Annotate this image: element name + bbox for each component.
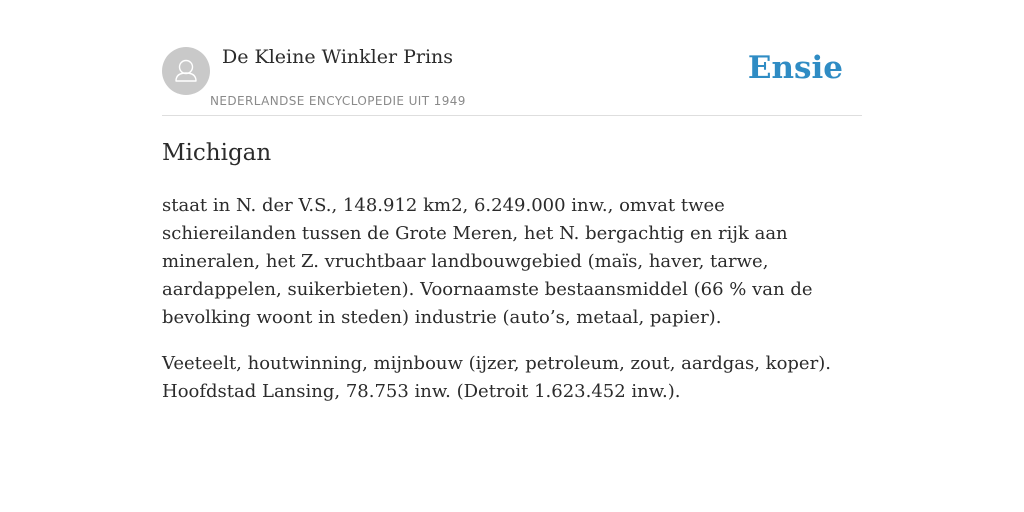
page-container (162, 0, 862, 402)
avatar[interactable] (162, 47, 210, 95)
article-body (162, 192, 862, 424)
article-paragraph: staat in N. der V.S., 148.912 km2, 6.249.000 inw., omvat twee schiereilanden tussen de Grote Meren, het N. bergachtig en rijk aan mineralen, het Z. vruchtbaar landbouwgebied (maïs, haver, tarwe, aardappelen, suikerbieten). Voornaamste bestaansmiddel (66 % van de bevolking woont in steden) industrie (auto’s, metaal, papier). (162, 195, 813, 328)
article-paragraph: Veeteelt, houtwinning, mijnbouw (ijzer, petroleum, zout, aardgas, koper). Hoofdstad Lansing, 78.753 inw. (Detroit 1.623.452 inw.). (162, 353, 831, 402)
user-icon (162, 47, 210, 95)
author-name[interactable]: De Kleine Winkler Prins (222, 46, 454, 68)
source-subtitle: NEDERLANDSE ENCYCLOPEDIE UIT 1949 (210, 94, 466, 108)
article-title: Michigan (162, 140, 272, 166)
header (162, 0, 862, 116)
brand-logo[interactable]: Ensie (747, 50, 843, 86)
